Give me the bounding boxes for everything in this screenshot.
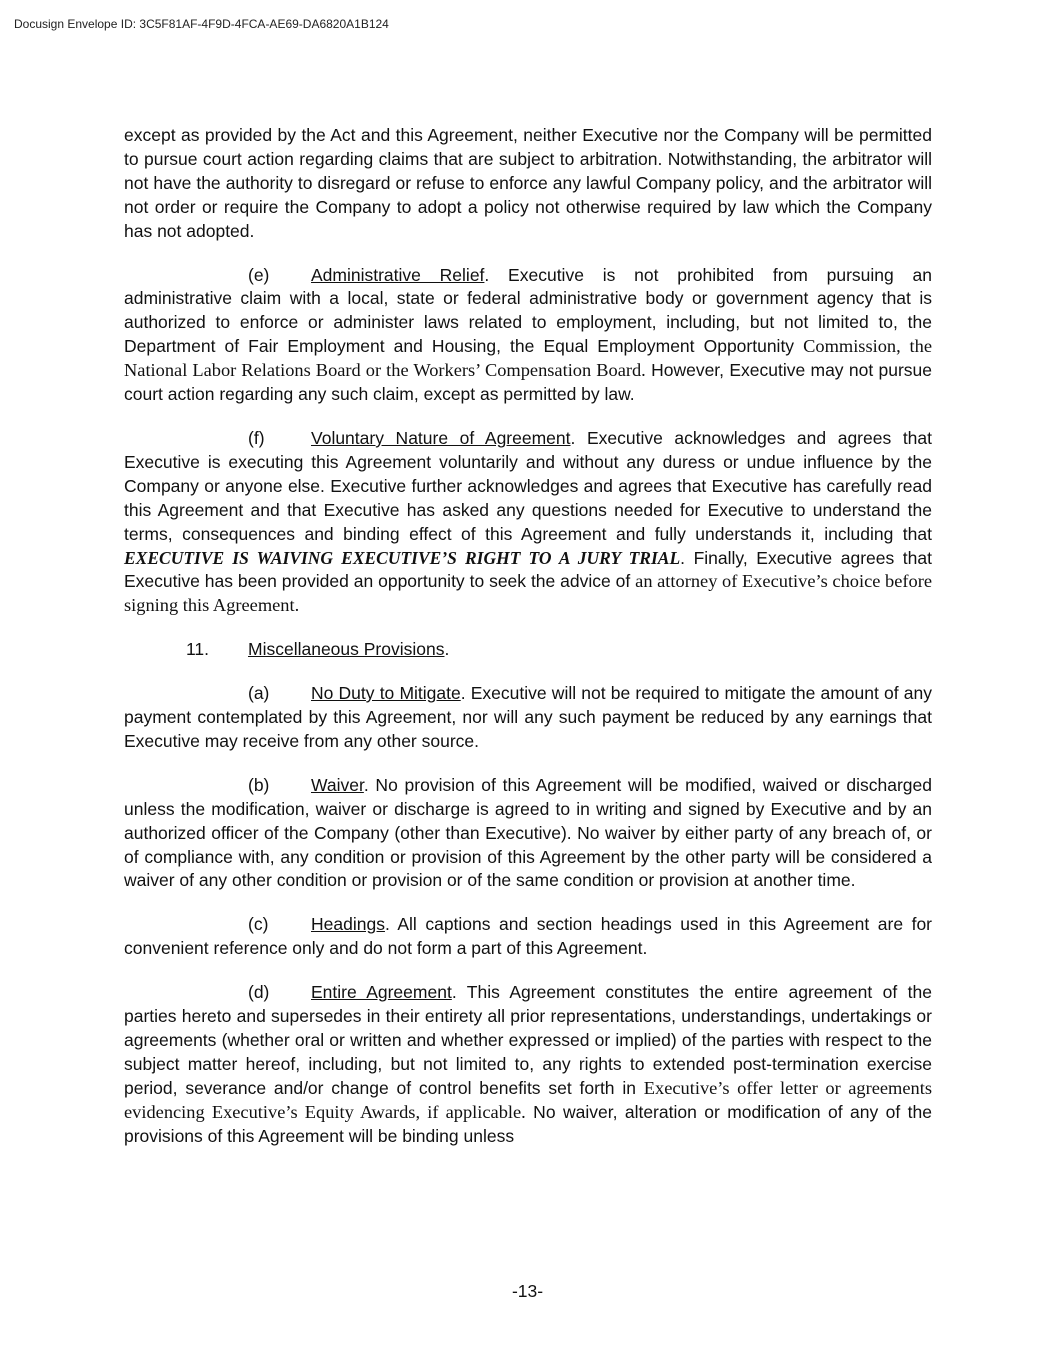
section-11-suffix: .: [444, 639, 450, 660]
section-c-text: . All captions and section headings used in this Agreement are for convenient reference only and do not form a part of this Agreement.: [124, 914, 932, 959]
section-c-paragraph: [124, 913, 932, 961]
section-d-paragraph: [124, 981, 932, 1148]
page-number: -13-: [511, 1281, 544, 1301]
section-c-label: (c): [248, 914, 269, 935]
section-d-text-a: . This Agreement constitutes the entire agreement of the parties hereto and supersedes in their entirety all prior representations, understandings, undertakings or agreements (whether oral or written and whether expressed or implied) of the parties with respect to the subject matter hereof, including, but not limited to, any rights to extended post-termination exercise period, severance and/or change of control benefits set forth in: [124, 982, 933, 1098]
intro-paragraph: except as provided by the Act and this Agreement, neither Executive nor the Company will be permitted to pursue court action regarding claims that are subject to arbitration. Notwithstanding, the arbitrator will not have the authority to disregard or refuse to enforce any lawful Company policy, and the arbitrator will not order or require the Company to adopt a policy not otherwise required by law which the Company has not adopted.: [124, 125, 932, 241]
document-body: [124, 124, 932, 1169]
section-11-number: 11.: [186, 639, 210, 660]
section-a-paragraph: [124, 682, 932, 754]
section-a-text: . Executive will not be required to mitigate the amount of any payment contemplated by this Agreement, nor will any such payment be reduced by any earnings that Executive may receive from any other source.: [124, 683, 932, 751]
section-b-title: Waiver: [311, 774, 364, 795]
section-e-text-a: . Executive is not prohibited from pursuing an administrative claim with a local, state or federal administrative body or government agency that is authorized to enforce or administer laws related to employment, including, but not limited to, the Department of Fair Employment and Housing, the Equal Employment Opportunity: [124, 264, 932, 357]
section-e-title: Administrative Relief: [311, 264, 485, 285]
section-11-heading: [124, 638, 932, 662]
section-d-label: (d): [248, 982, 270, 1003]
section-f-title: Voluntary Nature of Agreement: [311, 427, 571, 448]
section-d-title: Entire Agreement: [311, 982, 452, 1003]
section-d-text-b: No waiver, alteration or modification of any of the provisions of this Agreement will be binding unless: [124, 1101, 932, 1146]
section-f-paragraph: [124, 427, 932, 618]
section-a-label: (a): [248, 683, 270, 704]
section-f-text-a: . Executive acknowledges and agrees that Executive is executing this Agreement voluntarily and without any duress or undue influence by the Company or anyone else. Executive further acknowledges and agrees that Executive has carefully read this Agreement and that Executive has asked any questions needed for Executive to understand the terms, consequences and binding effect of this Agreement and fully understands it, including that: [124, 427, 933, 544]
section-b-paragraph: [124, 774, 932, 894]
section-e-text-serif: Commission, the National Labor Relations Board or the Workers’ Compensation Board.: [124, 336, 932, 381]
section-e-text-b: However, Executive may not pursue court action regarding any such claim, except as permitted by law.: [124, 360, 932, 405]
section-b-label: (b): [248, 774, 270, 795]
section-11-title: Miscellaneous Provisions: [248, 639, 445, 660]
jury-trial-waiver-emphasis: EXECUTIVE IS WAIVING EXECUTIVE’S RIGHT TO A JURY TRIAL: [124, 547, 681, 568]
section-f-text-b: . Finally, Executive agrees that Executive has been provided an opportunity to seek the advice of: [124, 547, 932, 592]
envelope-id: Docusign Envelope ID: 3C5F81AF-4F9D-4FCA-AE69-DA6820A1B124: [14, 17, 389, 31]
section-b-text: . No provision of this Agreement will be modified, waived or discharged unless the modification, waiver or discharge is agreed to in writing and signed by Executive and by an authorized officer of the Company (other than Executive). No waiver by either party of any breach of, or of compliance with, any condition or provision of this Agreement by the other party will be considered a waiver of any other condition or provision or of the same condition or provision at another time.: [124, 774, 932, 891]
section-d-text-serif: Executive’s offer letter or agreements evidencing Executive’s Equity Awards, if applicable.: [124, 1077, 932, 1122]
section-e-paragraph: [124, 264, 932, 407]
section-a-title: No Duty to Mitigate: [311, 683, 461, 704]
section-f-label: (f): [248, 427, 265, 448]
section-f-text-serif: an attorney of Executive’s choice before signing this Agreement.: [124, 571, 933, 616]
section-e-label: (e): [248, 264, 270, 285]
section-c-title: Headings: [311, 914, 385, 935]
